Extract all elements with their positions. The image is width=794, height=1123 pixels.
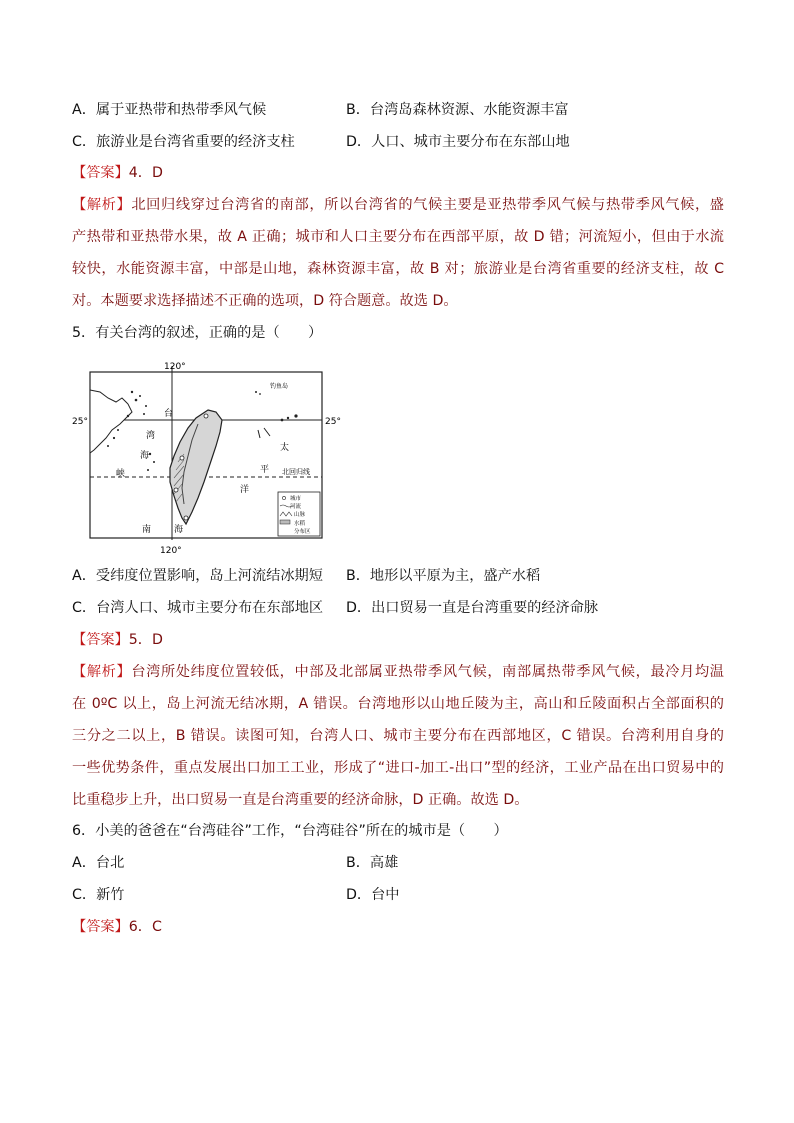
ocean-label-3: 洋 xyxy=(240,485,250,495)
strait-label-3: 海 xyxy=(140,451,150,461)
q5-analysis-line-4: 一些优势条件，重点发展出口加工工业，形成了“进口-加工-出口”型的经济，工业产品在出口贸易中的 xyxy=(72,760,724,776)
answer-tag: 【答案】 xyxy=(72,632,129,648)
q5-analysis-line-5: 比重稳步上升，出口贸易一直是台湾重要的经济命脉，D 正确。故选 D。 xyxy=(72,792,529,808)
legend-mountain: 山脉 xyxy=(294,512,306,518)
q5-option-d: D．出口贸易一直是台湾重要的经济命脉 xyxy=(346,600,599,616)
q6-option-d: D．台中 xyxy=(346,887,400,903)
lat-left-label: 25° xyxy=(72,417,88,427)
q4-option-d: D．人口、城市主要分布在东部山地 xyxy=(346,134,570,150)
q6-answer xyxy=(72,917,162,937)
q4-analysis-line-2: 产热带和亚热带水果，故 A 正确；城市和人口主要分布在西部平原，故 D 错；河流短小，但由于水流 xyxy=(72,229,724,245)
q4-answer xyxy=(72,163,163,183)
answer-value: 5．D xyxy=(128,632,163,648)
q5-analysis-line-2: 在 0ºC 以上，岛上河流无结冰期，A 错误。台湾地形以山地丘陵为主，高山和丘陵面积占全部面积的 xyxy=(72,696,724,712)
q5-option-c: C．台湾人口、城市主要分布在东部地区 xyxy=(72,600,324,616)
lon-bottom-label: 120° xyxy=(160,546,182,556)
lat-right-label: 25° xyxy=(325,417,341,427)
legend-rice-area: 分布区 xyxy=(294,529,311,535)
q4-analysis-line-4: 对。本题要求选择描述不正确的选项，D 符合题意。故选 D。 xyxy=(72,293,458,309)
legend-river: 河流 xyxy=(290,504,302,510)
diaoyu-label: 钓鱼岛 xyxy=(270,383,289,390)
lon-top-label: 120° xyxy=(164,362,186,372)
q4-option-a: A．属于亚热带和热带季风气候 xyxy=(72,102,267,118)
analysis-tag: 【解析】 xyxy=(72,197,132,213)
q5-option-a: A．受纬度位置影响，岛上河流结冰期短 xyxy=(72,568,323,584)
ocean-label-2: 平 xyxy=(260,465,270,475)
q5-option-b: B．地形以平原为主，盛产水稻 xyxy=(346,568,541,584)
ocean-label-1: 太 xyxy=(280,443,290,453)
q5-stem: 5．有关台湾的叙述，正确的是（ ） xyxy=(72,325,323,341)
answer-value: 4．D xyxy=(128,165,163,181)
tropic-label: 北回归线 xyxy=(282,468,310,476)
q6-option-c: C．新竹 xyxy=(72,887,125,903)
q5-answer xyxy=(72,630,163,650)
q4-option-c: C．旅游业是台湾省重要的经济支柱 xyxy=(72,134,295,150)
strait-label-2: 湾 xyxy=(146,431,156,441)
legend-city-icon xyxy=(282,496,285,499)
legend-rice: 水稻 xyxy=(294,521,306,527)
q6-option-a: A．台北 xyxy=(72,855,125,871)
analysis-tag: 【解析】 xyxy=(72,664,132,680)
legend-rice-icon xyxy=(280,520,290,524)
q4-option-b: B．台湾岛森林资源、水能资源丰富 xyxy=(346,102,569,118)
answer-value: 6．C xyxy=(128,919,162,935)
answer-tag: 【答案】 xyxy=(72,165,129,181)
q5-analysis-line-3: 三分之二以上，B 错误。读图可知，台湾人口、城市主要分布在西部地区，C 错误。台湾利用自身的 xyxy=(72,728,724,744)
south-sea-label-1: 南 xyxy=(142,525,152,535)
q4-analysis-line-1: 【解析】北回归线穿过台湾省的南部，所以台湾省的气候主要是亚热带季风气候与热带季风气候，盛 xyxy=(72,197,724,213)
strait-label-1: 台 xyxy=(164,409,174,419)
legend-city: 城市 xyxy=(290,496,302,502)
strait-label-4: 峡 xyxy=(116,469,126,479)
answer-tag: 【答案】 xyxy=(72,919,129,935)
q6-option-b: B．高雄 xyxy=(346,855,399,871)
taiwan-map xyxy=(70,358,350,556)
q4-analysis-line-3: 较快，水能资源丰富，中部是山地，森林资源丰富，故 B 对；旅游业是台湾省重要的经济支柱，故 C xyxy=(72,261,724,277)
south-sea-label-2: 海 xyxy=(174,525,184,535)
q5-analysis-line-1: 【解析】台湾所处纬度位置较低，中部及北部属亚热带季风气候，南部属热带季风气候，最冷月均温 xyxy=(72,664,724,680)
q6-stem: 6．小美的爸爸在“台湾硅谷”工作，“台湾硅谷”所在的城市是（ ） xyxy=(72,823,508,839)
